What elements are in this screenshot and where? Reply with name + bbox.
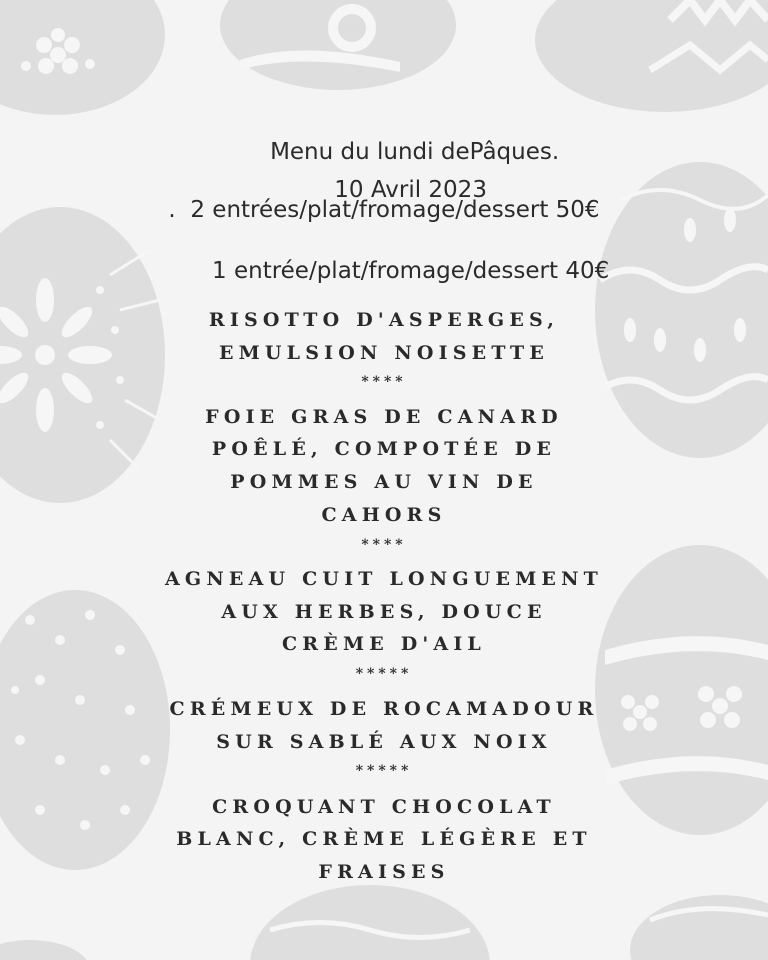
course-4-line: CRÉMEUX DE ROCAMADOUR bbox=[169, 698, 599, 720]
course-2-line: POÊLÉ, COMPOTÉE DE bbox=[211, 438, 557, 460]
easter-egg-icon bbox=[220, 0, 456, 90]
course-5-line: BLANC, CRÈME LÉGÈRE ET bbox=[176, 828, 592, 850]
offer-line-1 bbox=[0, 199, 768, 222]
menu-date: 10 Avril 2023 bbox=[334, 177, 487, 203]
course-5-line: FRAISES bbox=[318, 861, 450, 883]
course-3-line: AUX HERBES, DOUCE bbox=[221, 601, 547, 623]
course-3-line: AGNEAU CUIT LONGUEMENT bbox=[164, 568, 604, 590]
offer-1-text: 2 entrées/plat/fromage/dessert 50€ bbox=[190, 197, 600, 223]
separator: ***** bbox=[355, 666, 413, 682]
separator: **** bbox=[361, 374, 407, 390]
course-1-line: RISOTTO D'ASPERGES, bbox=[208, 309, 560, 331]
course-2-line: CAHORS bbox=[321, 504, 447, 526]
course-1-line: EMULSION NOISETTE bbox=[218, 342, 550, 364]
separator: ***** bbox=[355, 763, 413, 779]
course-3-line: CRÈME D'AIL bbox=[281, 633, 486, 655]
separator: **** bbox=[361, 537, 407, 553]
course-2-line: FOIE GRAS DE CANARD bbox=[205, 406, 563, 428]
course-5-line: CROQUANT CHOCOLAT bbox=[212, 796, 556, 818]
easter-egg-icon bbox=[0, 0, 165, 115]
course-2-line: POMMES AU VIN DE bbox=[230, 471, 538, 493]
offer-prefix: . bbox=[168, 197, 176, 223]
course-4-line: SUR SABLÉ AUX NOIX bbox=[216, 731, 552, 753]
offer-line-2: 1 entrée/plat/fromage/dessert 40€ bbox=[212, 258, 610, 284]
easter-egg-icon bbox=[250, 885, 490, 960]
menu-title: Menu du lundi dePâques. bbox=[270, 139, 560, 165]
easter-egg-icon bbox=[630, 895, 768, 960]
easter-egg-icon bbox=[535, 0, 768, 112]
